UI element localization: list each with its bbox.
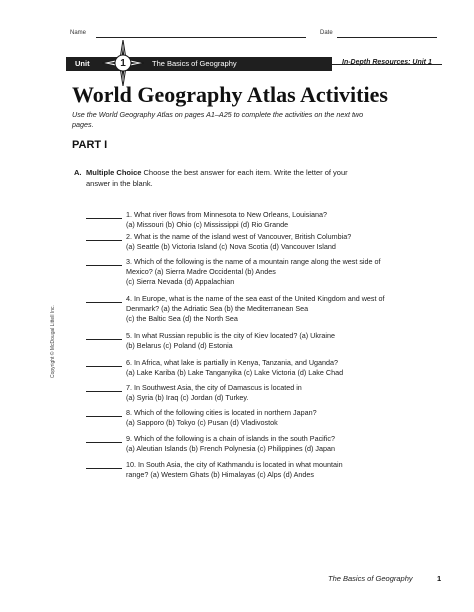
footer-title: The Basics of Geography xyxy=(328,574,413,583)
part-heading: PART I xyxy=(72,139,108,151)
question-item xyxy=(126,210,388,230)
name-blank-line[interactable] xyxy=(96,37,306,38)
question-number: 9. xyxy=(126,434,132,443)
unit-title: The Basics of Geography xyxy=(152,59,237,68)
resources-label: In-Depth Resources: Unit 1 xyxy=(342,59,432,66)
question-item xyxy=(126,257,388,287)
question-text: What river flows from Minnesota to New Orleans, Louisiana? xyxy=(134,210,327,219)
question-item xyxy=(126,408,388,428)
question-text: What is the name of the island west of Vancouver, British Columbia? xyxy=(134,232,352,241)
instructions-heading: Multiple Choice xyxy=(86,168,142,177)
question-text: In Africa, what lake is partially in Kenya, Tanzania, and Uganda? xyxy=(134,358,339,367)
question-item xyxy=(126,294,388,324)
date-blank-line[interactable] xyxy=(337,37,437,38)
question-options: (a) Lake Kariba (b) Lake Tanganyika (c) Lake Victoria (d) Lake Chad xyxy=(126,368,344,377)
answer-blank[interactable] xyxy=(86,366,122,367)
question-options: (c) the Baltic Sea (d) the North Sea xyxy=(126,314,238,323)
question-number: 10. xyxy=(126,460,136,469)
question-item xyxy=(126,383,388,403)
section-letter: A. xyxy=(74,168,82,177)
question-text: Which of the following is the name of a mountain range along the west side of Mexico? (a) Sierra Madre Occidental (b) Andes xyxy=(126,257,381,276)
answer-blank[interactable] xyxy=(86,416,122,417)
answer-blank[interactable] xyxy=(86,302,122,303)
question-options: (a) Syria (b) Iraq (c) Jordan (d) Turkey. xyxy=(126,393,249,402)
question-number: 3. xyxy=(126,257,132,266)
question-item xyxy=(126,460,388,480)
question-number: 8. xyxy=(126,408,132,417)
question-number: 5. xyxy=(126,331,132,340)
question-text: In South Asia, the city of Kathmandu is located in what mountain xyxy=(138,460,343,469)
answer-blank[interactable] xyxy=(86,218,122,219)
instructions xyxy=(86,168,366,189)
question-number: 6. xyxy=(126,358,132,367)
question-text: In what Russian republic is the city of Kiev located? (a) Ukraine xyxy=(134,331,335,340)
question-item xyxy=(126,331,388,351)
unit-label: Unit xyxy=(75,59,90,68)
question-text: Which of the following cities is located in northern Japan? xyxy=(134,408,317,417)
question-number: 7. xyxy=(126,383,132,392)
answer-blank[interactable] xyxy=(86,339,122,340)
answer-blank[interactable] xyxy=(86,240,122,241)
answer-blank[interactable] xyxy=(86,468,122,469)
date-label: Date xyxy=(320,30,333,36)
instructions-text: Choose the best answer for each item. Write the letter of your answer in the blank. xyxy=(86,168,348,188)
question-options: (b) Belarus (c) Poland (d) Estonia xyxy=(126,341,233,350)
page-title: World Geography Atlas Activities xyxy=(72,82,388,107)
question-options: (a) Seattle (b) Victoria Island (c) Nova Scotia (d) Vancouver Island xyxy=(126,242,336,251)
question-options: (c) Sierra Nevada (d) Appalachian xyxy=(126,277,235,286)
question-item xyxy=(126,434,388,454)
question-number: 1. xyxy=(126,210,132,219)
copyright-notice: Copyright © McDougal Littell Inc. xyxy=(50,305,56,378)
name-label: Name xyxy=(70,30,87,36)
question-options: (a) Aleutian Islands (b) French Polynesia (c) Philippines (d) Japan xyxy=(126,444,335,453)
intro-text: Use the World Geography Atlas on pages A1–A25 to complete the activities on the next two pages. xyxy=(72,110,364,129)
question-number: 2. xyxy=(126,232,132,241)
answer-blank[interactable] xyxy=(86,265,122,266)
question-item xyxy=(126,358,388,378)
question-item xyxy=(126,232,388,252)
unit-number: 1 xyxy=(120,58,126,69)
question-text: In Southwest Asia, the city of Damascus is located in xyxy=(134,383,302,392)
question-number: 4. xyxy=(126,294,132,303)
question-options: (a) Sapporo (b) Tokyo (c) Pusan (d) Vladivostok xyxy=(126,418,278,427)
question-text: Which of the following is a chain of islands in the south Pacific? xyxy=(134,434,335,443)
question-options: range? (a) Western Ghats (b) Himalayas (c) Alps (d) Andes xyxy=(126,470,315,479)
answer-blank[interactable] xyxy=(86,391,122,392)
question-options: (a) Missouri (b) Ohio (c) Mississippi (d) Rio Grande xyxy=(126,220,289,229)
page-number: 1 xyxy=(437,574,442,583)
answer-blank[interactable] xyxy=(86,442,122,443)
question-text: In Europe, what is the name of the sea east of the United Kingdom and west of Denmark? (a) the Adriatic Sea (b) the Mediterranean Sea xyxy=(126,294,385,313)
